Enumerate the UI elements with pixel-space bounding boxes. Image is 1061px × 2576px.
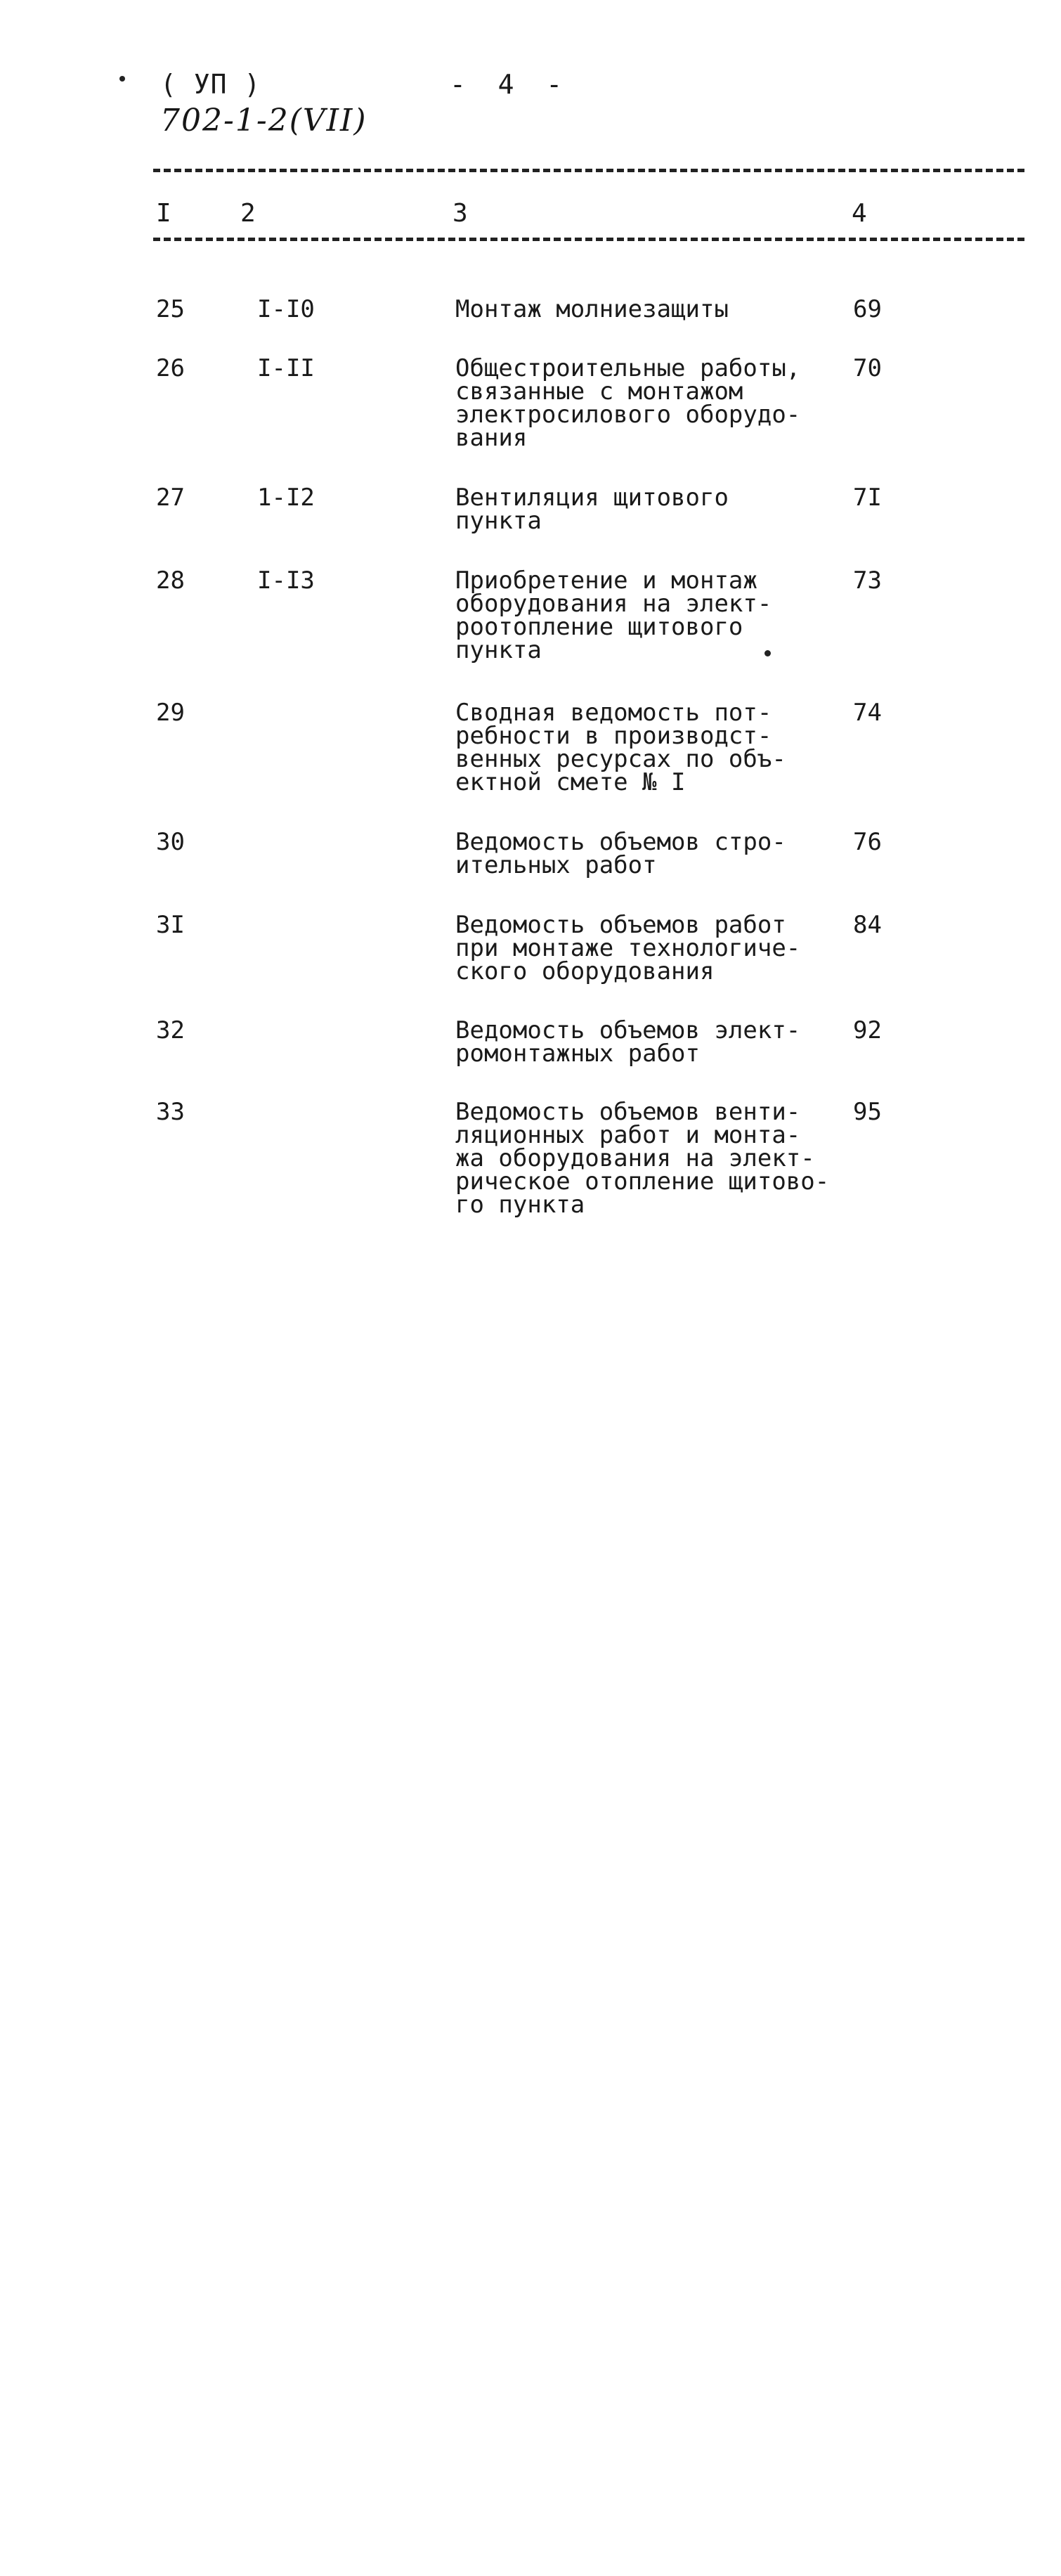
column-header-4: 4: [852, 199, 867, 228]
column-header-1: I: [156, 199, 171, 228]
row-title: Вентиляция щитового пункта: [455, 484, 729, 535]
row-page: 76: [853, 828, 882, 856]
row-title: Ведомость объемов стро- ительных работ: [455, 828, 786, 879]
row-page: 69: [853, 295, 882, 323]
row-code: I-II: [257, 354, 315, 382]
row-title: Сводная ведомость пот- ребности в производст- венных ресурсах по объ- ектной смете № I: [455, 699, 786, 796]
top-dashed-rule: [153, 169, 1024, 172]
row-number: 25: [156, 295, 185, 323]
row-title: Ведомость объемов работ при монтаже технологиче- ского оборудования: [455, 911, 801, 985]
row-page: 95: [853, 1098, 882, 1126]
row-title: Общестроительные работы, связанные с монтажом электросилового оборудо- вания: [455, 354, 801, 452]
page-number: - 4 -: [450, 69, 563, 100]
row-title: Ведомость объемов элект- ромонтажных работ: [455, 1016, 801, 1068]
column-header-2: 2: [240, 199, 256, 228]
row-number: 33: [156, 1098, 185, 1126]
row-page: 7I: [853, 484, 882, 512]
row-title: Монтаж молниезащиты: [455, 295, 729, 323]
row-title: Приобретение и монтаж оборудования на элект- роотопление щитового пункта: [455, 567, 772, 664]
row-number: 28: [156, 567, 185, 595]
row-code: I-I0: [257, 295, 315, 323]
row-page: 92: [853, 1016, 882, 1044]
row-code: I-I3: [257, 567, 315, 595]
row-page: 84: [853, 911, 882, 939]
column-header-3: 3: [453, 199, 468, 228]
row-page: 73: [853, 567, 882, 595]
row-number: 32: [156, 1016, 185, 1044]
row-code: 1-I2: [257, 484, 315, 512]
handwritten-designation: 702-1-2(VII): [160, 103, 367, 138]
header-code: ( УП ): [160, 69, 261, 100]
stray-ink-dot: [764, 650, 771, 656]
row-number: 26: [156, 354, 185, 382]
row-title: Ведомость объемов венти- ляционных работ и монта- жа оборудования на элект- рическое отопление щитово- го пункта: [455, 1098, 830, 1219]
row-number: 27: [156, 484, 185, 512]
row-page: 70: [853, 354, 882, 382]
row-number: 3I: [156, 911, 185, 939]
row-number: 30: [156, 828, 185, 856]
row-number: 29: [156, 699, 185, 727]
bottom-dashed-rule: [153, 238, 1024, 241]
margin-dot: [119, 76, 125, 82]
row-page: 74: [853, 699, 882, 727]
